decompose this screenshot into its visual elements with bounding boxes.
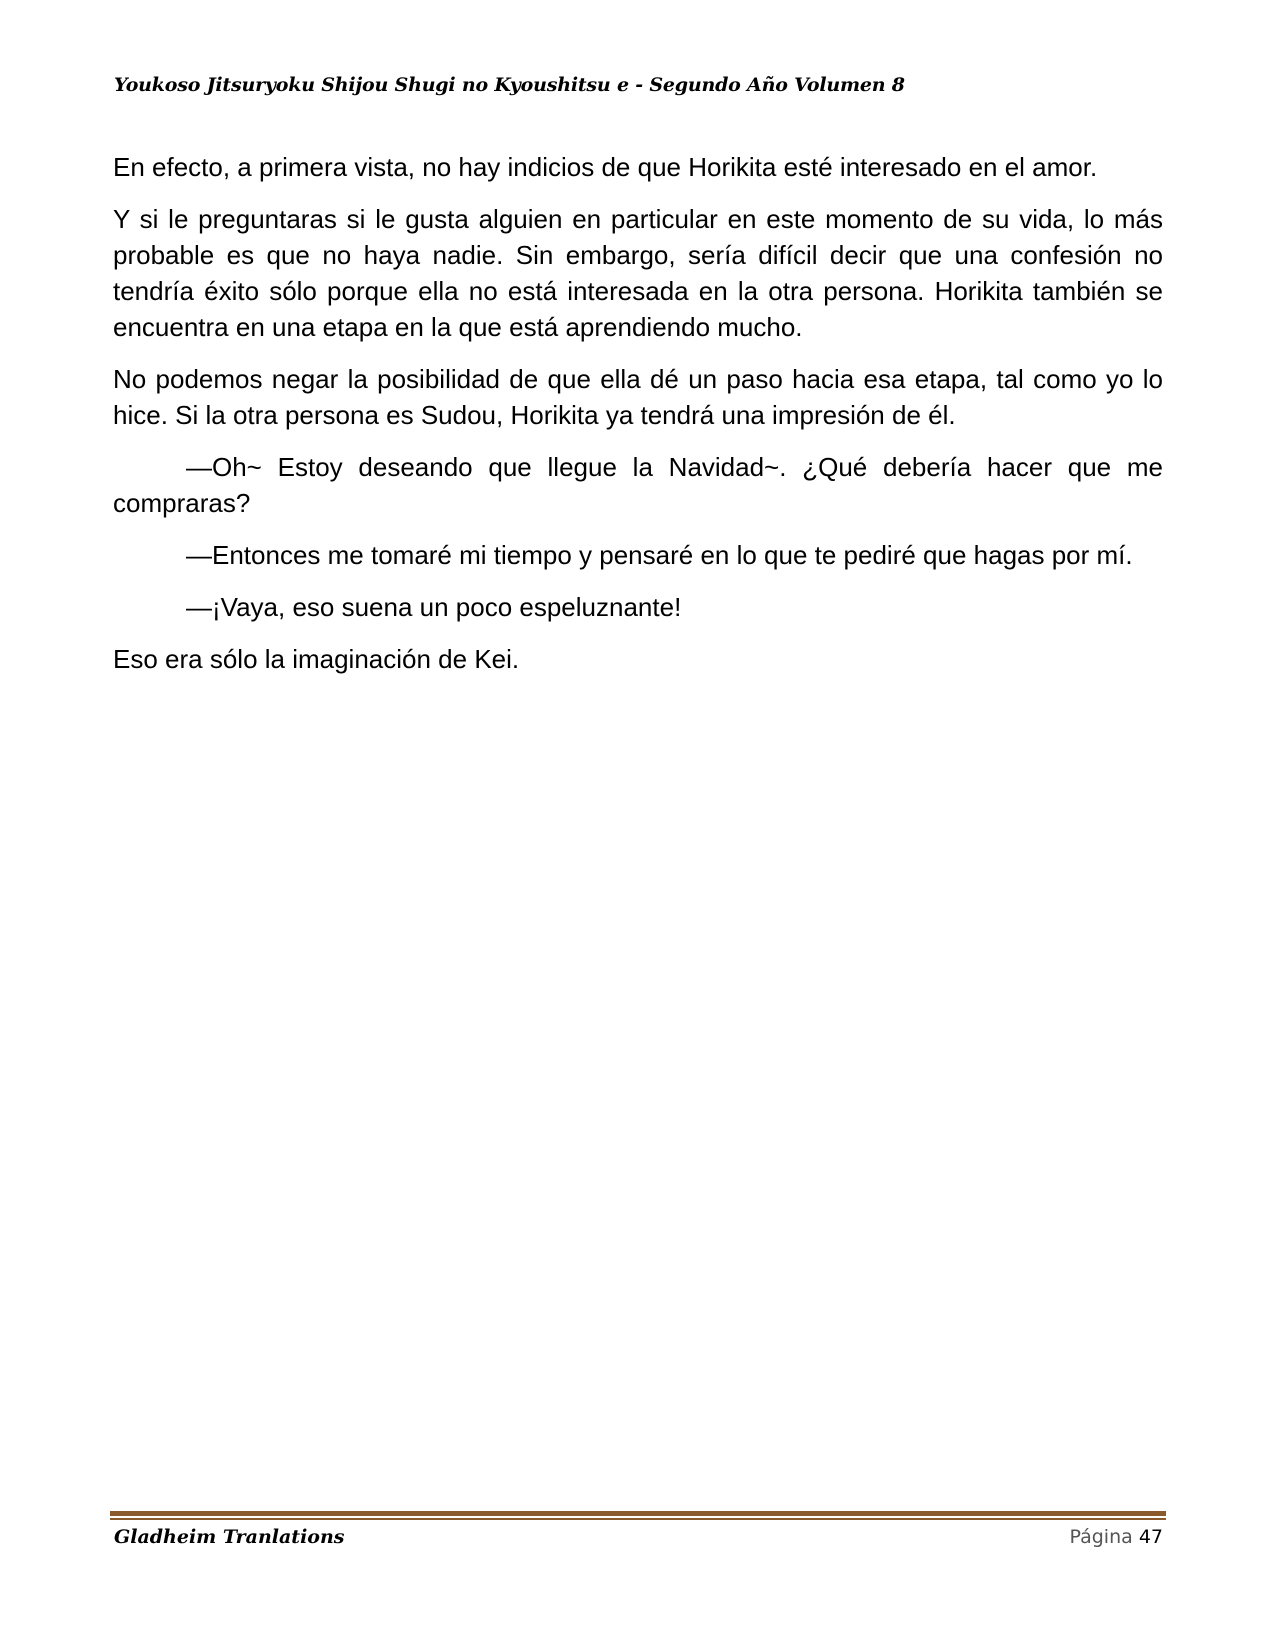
paragraph: En efecto, a primera vista, no hay indicios de que Horikita esté interesado en el amor. <box>113 152 1098 182</box>
running-header: Youkoso Jitsuryoku Shijou Shugi no Kyoushitsu e - Segundo Año Volumen 8 <box>114 74 905 96</box>
dialogue-paragraph: —¡Vaya, eso suena un poco espeluznante! <box>186 592 682 622</box>
page-number <box>1069 1524 1163 1550</box>
paragraph: Y si le preguntaras si le gusta alguien en particular en este momento de su vida, lo más probable es que no haya nadie. Sin embargo, sería difícil decir que una confesión no tendría éxito sólo porque ella no está interesada en la otra persona. Horikita también se encuentra en una etapa en la que está aprendiendo mucho. <box>113 204 1163 342</box>
paragraph: Eso era sólo la imaginación de Kei. <box>113 644 520 674</box>
paragraph: No podemos negar la posibilidad de que ella dé un paso hacia esa etapa, tal como yo lo hice. Si la otra persona es Sudou, Horikita ya tendrá una impresión de él. <box>113 364 1163 430</box>
page-label: Página <box>1069 1526 1133 1548</box>
page-number-value: 47 <box>1138 1526 1163 1548</box>
footer-divider-thick-line <box>110 1511 1166 1516</box>
footer-divider-thin-line <box>110 1518 1166 1520</box>
footer-divider <box>110 1511 1166 1520</box>
footer-credit: Gladheim Tranlations <box>114 1526 345 1548</box>
dialogue-paragraph: —Oh~ Estoy deseando que llegue la Navidad~. ¿Qué debería hacer que me compraras? <box>113 452 1163 518</box>
page-body <box>113 149 1163 693</box>
dialogue-paragraph: —Entonces me tomaré mi tiempo y pensaré en lo que te pediré que hagas por mí. <box>186 540 1133 570</box>
